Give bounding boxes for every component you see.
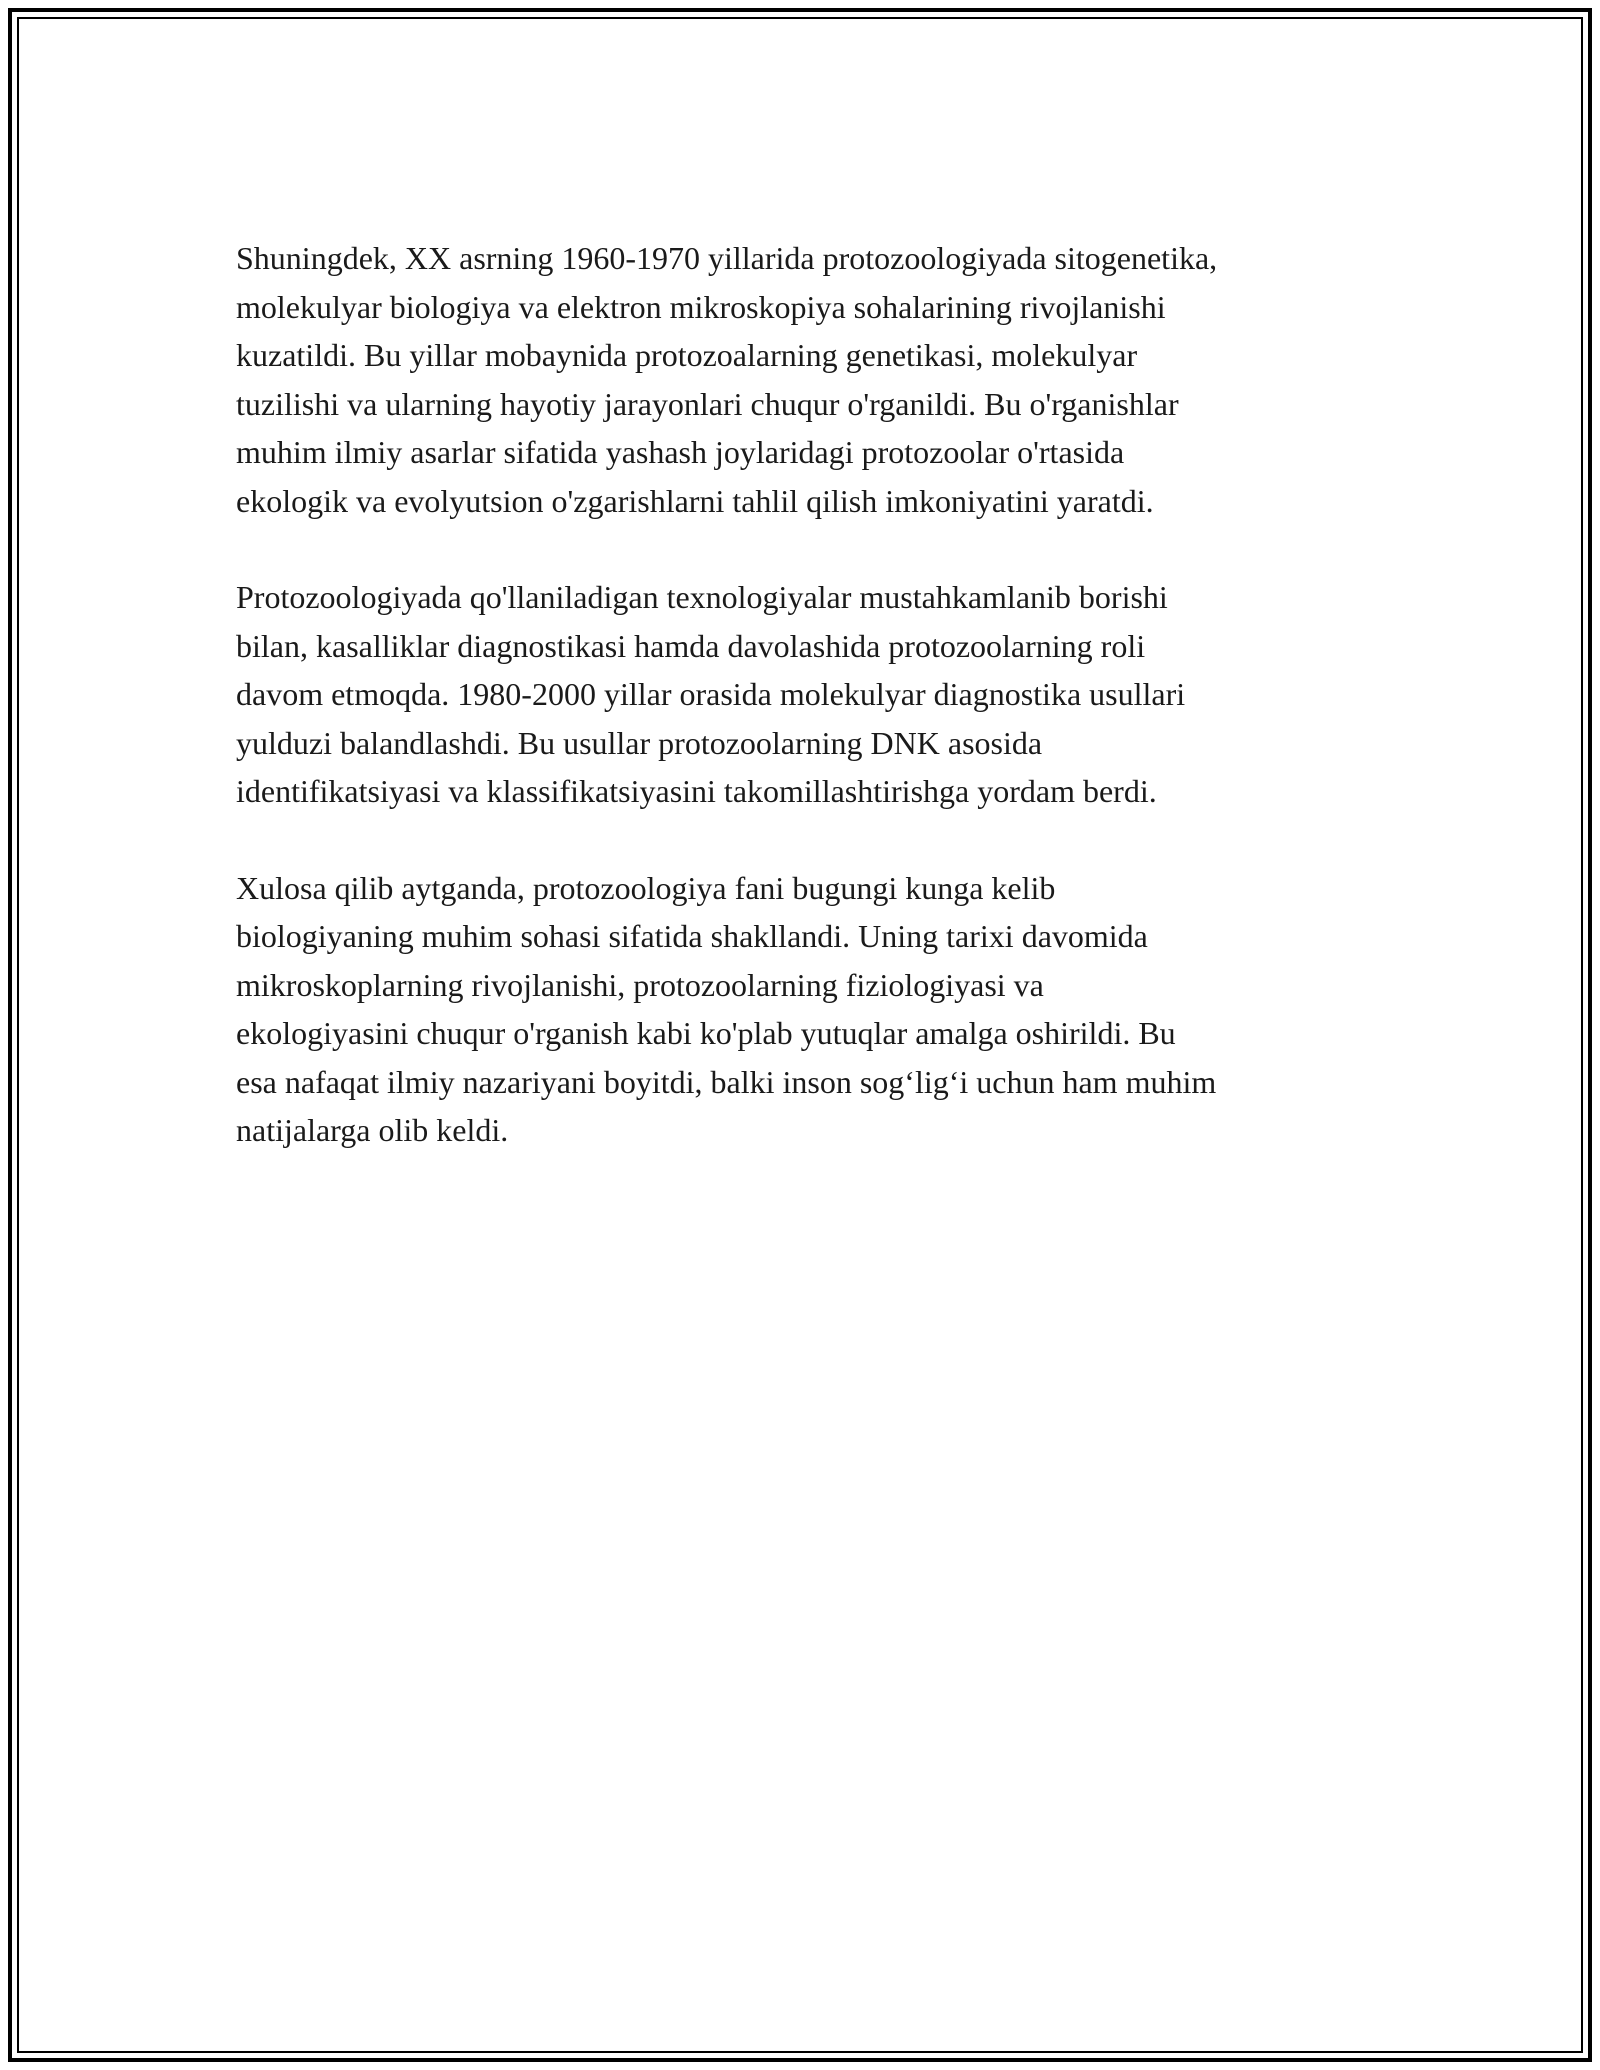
paragraph-3: Xulosa qilib aytganda, protozoologiya fani bugungi kunga kelib biologiyaning muhim sohasi sifatida shakllandi. Uning tarixi davomida mikroskoplarning rivojlanishi, protozoolarning fiziologiyasi va ekologiyasini chuqur o'rganish kabi ko'plab yutuqlar amalga oshirildi. Bu esa nafaqat ilmiy nazariyani boyitdi, balki inson sog‘lig‘i uchun ham muhim natijalarga olib keldi. bbox=[236, 869, 1217, 1148]
paragraph-2: Protozoologiyada qo'llaniladigan texnologiyalar mustahkamlanib borishi bilan, kasalliklar diagnostikasi hamda davolashida protozoolarning roli davom etmoqda. 1980-2000 yillar orasida molekulyar diagnostika usullari yulduzi balandlashdi. Bu usullar protozoolarning DNK asosida identifikatsiyasi va klassifikatsiyasini takomillashtirishga yordam berdi. bbox=[236, 579, 1186, 809]
paragraph-1: Shuningdek, XX asrning 1960-1970 yillarida protozoologiyada sitogenetika, molekulyar biologiya va elektron mikroskopiya sohalarining rivojlanishi kuzatildi. Bu yillar mobaynida protozoalarning genetikasi, molekulyar tuzilishi va ularning hayotiy jarayonlari chuqur o'rganildi. Bu o'rganishlar muhim ilmiy asarlar sifatida yashash joylaridagi protozoolar o'rtasida ekologik va evolyutsion o'zgarishlarni tahlil qilish imkoniyatini yaratdi. bbox=[236, 240, 1218, 519]
document-body bbox=[236, 234, 1376, 1203]
